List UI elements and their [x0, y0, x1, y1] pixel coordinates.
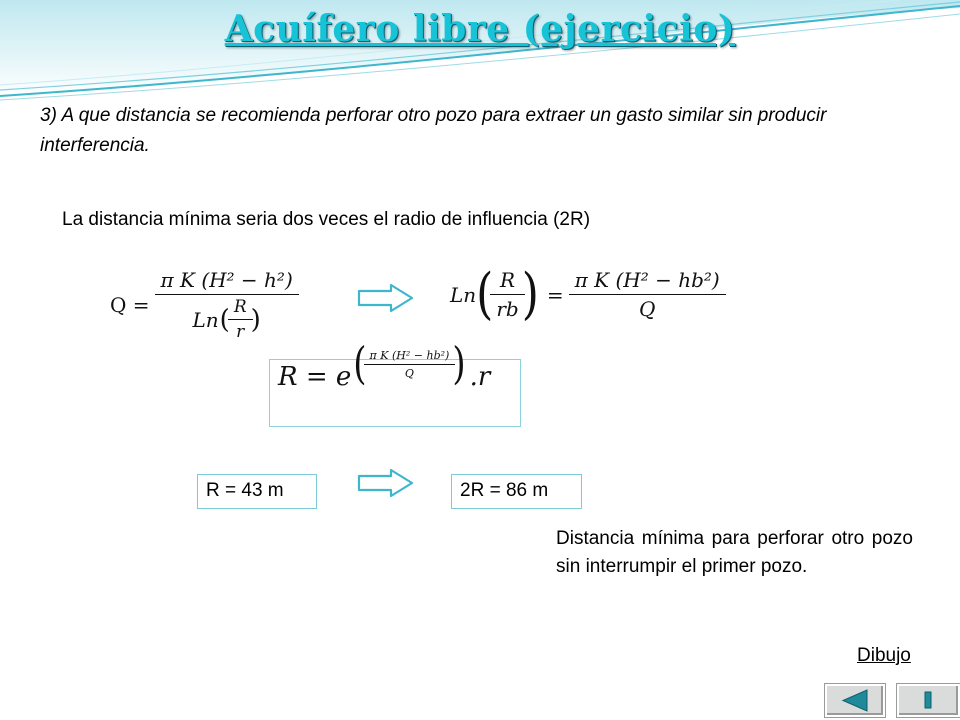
right-arrow-icon [357, 283, 415, 313]
end-icon [899, 686, 958, 715]
formula-ln-numerator: π K (H² − hb²) [574, 268, 720, 292]
formula-r-exp-numerator: π K (H² − hb²) [369, 348, 450, 362]
formula-q-paren-close: ) [250, 304, 261, 335]
formula-q-paren-open: ( [219, 304, 230, 335]
formula-r-lhs: R = e [278, 362, 352, 392]
formula-r-exp-denominator: Q [364, 364, 456, 380]
conclusion-text: Distancia mínima para perforar otro pozo sin interrumpir el primer pozo. [556, 528, 913, 577]
formula-q-ratio-num: R [233, 297, 247, 317]
formula-q-fraction [158, 268, 296, 342]
formula-ln-paren-close: ) [521, 262, 539, 326]
formula-q [110, 268, 296, 342]
slide-title: Acuífero libre (ejercicio) [224, 8, 736, 50]
formula-r-exp-fraction [367, 349, 453, 380]
formula-ln-ratio-num: R [500, 268, 516, 292]
question-text: 3) A que distancia se recomienda perforar otro pozo para extraer un gasto similar sin producir interferencia. [40, 105, 827, 156]
formula-ln-denominator: Q [569, 294, 726, 321]
statement-text: La distancia mínima seria dos veces el radio de influencia (2R) [62, 209, 591, 230]
formula-r-exp-paren-close: ) [452, 338, 466, 390]
triangle-left-icon [827, 686, 883, 715]
formula-q-lhs: Q = [110, 293, 150, 317]
dibujo-link[interactable]: Dibujo [857, 645, 911, 666]
formula-q-ln: Ln [192, 307, 219, 332]
formula-ln-ratio [493, 268, 521, 321]
formula-r-exponent [353, 338, 466, 390]
formula-ln-paren-open: ( [476, 262, 494, 326]
formula-q-numerator: π K (H² − h²) [160, 268, 293, 292]
formula-r-tail: .r [469, 362, 491, 392]
formula-ln-fraction [572, 268, 723, 321]
formula-ln-ratio-den: rb [490, 294, 524, 321]
formula-q-ratio [231, 297, 250, 342]
result-2r-box: 2R = 86 m [451, 474, 582, 509]
right-arrow-icon [357, 468, 415, 498]
formula-q-ratio-den: r [228, 319, 253, 342]
formula-r [278, 338, 491, 392]
formula-r-exp-paren-open: ( [353, 338, 367, 390]
result-r-box: R = 43 m [197, 474, 317, 509]
formula-q-denominator [155, 294, 299, 342]
back-button[interactable] [825, 684, 885, 717]
end-button[interactable] [897, 684, 960, 717]
formula-r-box [269, 338, 521, 427]
formula-ln [450, 262, 723, 326]
formula-ln-label: Ln [450, 282, 477, 307]
formula-ln-equals: = [546, 282, 564, 307]
